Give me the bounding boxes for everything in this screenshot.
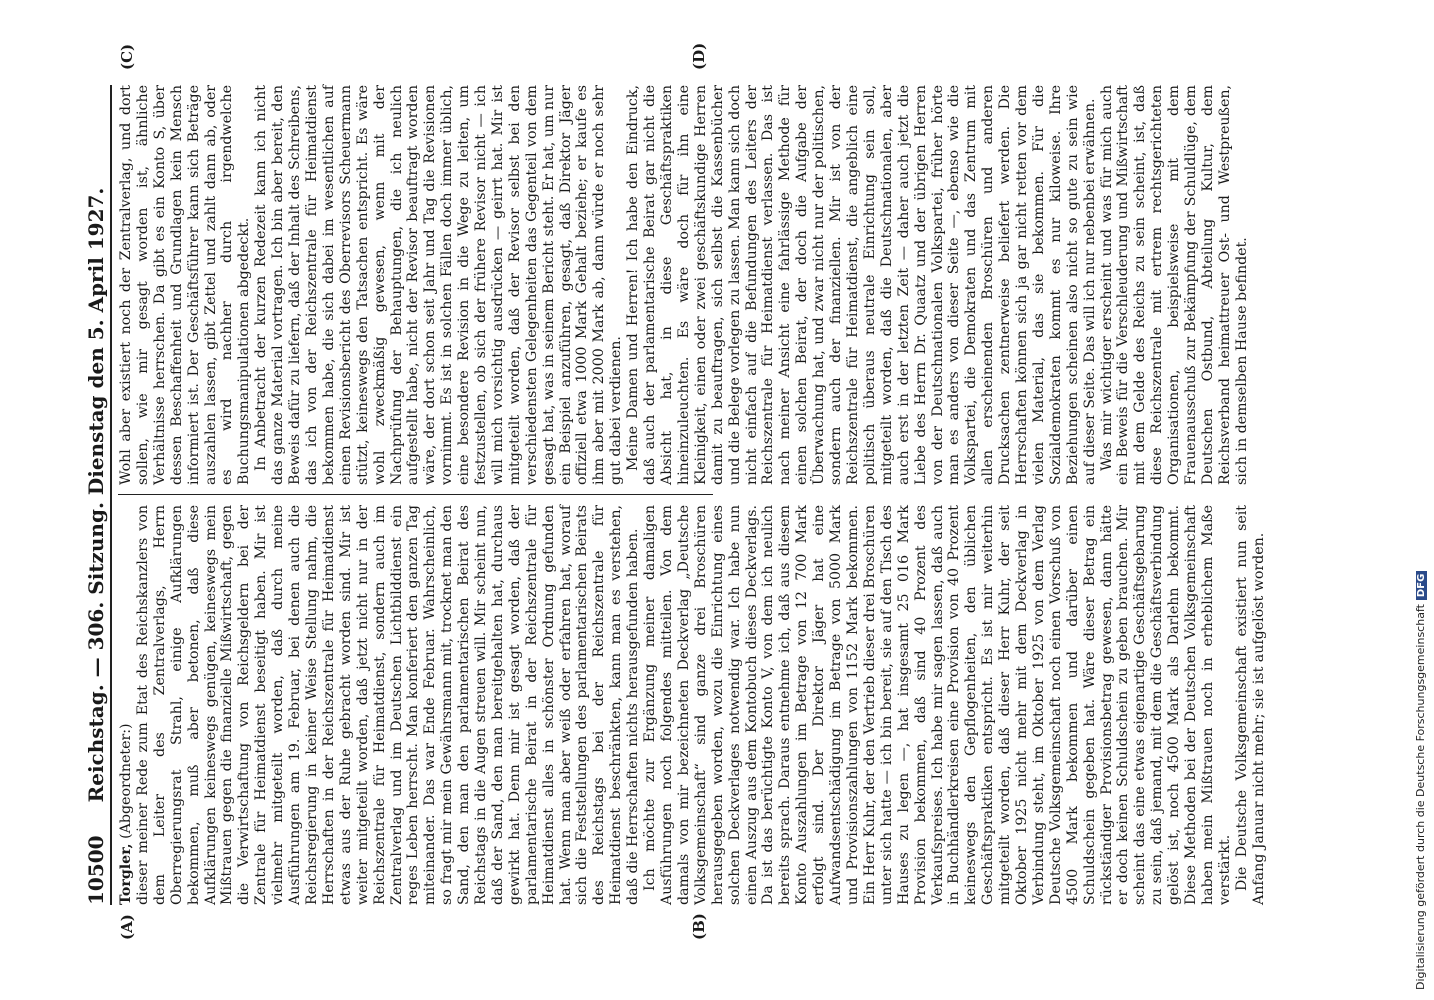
speaker-name: Torgler, <box>118 843 134 905</box>
paragraph: dieser meiner Rede zum Etat des Reichskanzlers von dem Leiter des Zentralverlags, Herrn Oberregierungsrat Strahl, einige Aufklärungen bekommen, muß aber betonen, daß diese Aufklärungen keineswegs genügen, keineswegs mein Mißtrauen gegen die finanzielle Mißwirtschaft, gegen die Verwirtschaftung von Reichsgeldern bei der Zentrale für Heimatdienst beseitigt haben. Mir ist vielmehr mitgeteilt worden, daß durch meine Ausführungen am 19. Februar, bei denen auch die Reichsregierung in keiner Weise Stellung nahm, die Herrschaften in der Reichszentrale für Heimatdienst etwas aus der Ruhe gebracht worden sind. Mir ist weiter mitgeteilt worden, daß jetzt nicht nur in der Reichszentrale für Heimatdienst, sondern auch im Zentralverlag und im Deutschen Lichtbilddienst ein reges Leben herrscht. Man konferiert den ganzen Tag miteinander. Das war Ende Februar. Wahrscheinlich, so fragt mir mein Gewährsmann mit, trocknet man den Sand, den man den parlamentarischen Beirat des Reichstags in die Augen streuen will. Mir scheint nun, daß der Sand, den man bereitgehalten hat, durchaus gewirkt hat. Denn mir ist gesagt worden, daß der parlamentarische Beirat in der Reichszentrale für Heimatdienst alles in schönster Ordnung gefunden hat. Wenn man aber weiß oder erfahren hat, worauf sich die Feststellungen des parlamentarischen Beirats des Reichstags bei der Reichszentrale für Heimatdienst beschränkten, kann man es verstehen, daß die Herrschaften nichts herausgefunden haben. <box>134 505 642 905</box>
margin-marker-b: (B) <box>690 913 708 940</box>
dfg-logo: DFG <box>1416 571 1427 600</box>
paragraph: Ich möchte zur Ergänzung meiner damaligen Ausführungen noch folgendes mitteilen. Von dem damals von mir bezeichneten Deckverlag „Deutsche Volksgemeinschaft“ sind ganze drei Broschüren herausgegeben worden, wozu die Einrichtung eines solchen Deckverlages notwendig war. Ich habe nun einen Auszug aus dem Kontobuch dieses Deckverlags. Da ist das berüchtigte Konto V, von dem ich neulich bereits sprach. Daraus entnehme ich, daß aus diesem Konto Auszahlungen im Betrage von 12 700 Mark erfolgt sind. Der Direktor Jäger hat eine Aufwandsentschädigung im Betrage von 5000 Mark und Provisionszahlungen von 1152 Mark bekommen. Ein Herr Kuhr, der den Vertrieb dieser drei Broschüren unter sich hatte — ich bin bereit, sie auf den Tisch des Hauses zu legen —, hat insgesamt 25 016 Mark Provision bekommen, daß sind 40 Prozent des Verkaufspreises. Ich habe mir sagen lassen, daß auch in Buchhändlerkreisen eine Provision von 40 Prozent keineswegs den Gepflogenheiten, den üblichen Geschäftspraktiken entspricht. Es ist mir weiterhin mitgeteilt worden, daß dieser Herr Kuhr, der seit Oktober 1925 nicht mehr mit dem Deckverlag in Verbindung steht, im Oktober 1925 von dem Verlag Deutsche Volksgemeinschaft noch einen Vorschuß von 4500 Mark bekommen und darüber einen Schuldschein gegeben hat. Wäre dieser Betrag ein rückständiger Provisionsbetrag gewesen, dann hätte er doch keinen Schuldschein zu geben brauchen. Mir scheint das eine etwas eigenartige Geschäftsgebarung zu sein, daß jemand, mit dem die Geschäftsverbindung gelöst ist, noch 4500 Mark als Darlehn bekommt. Diese Methoden bei der Deutschen Volksgemeinschaft haben mein Mißtrauen noch in erheblichem Maße verstärkt. <box>642 505 1233 905</box>
page-number: 10500 <box>84 835 108 905</box>
paragraph: Meine Damen und Herren! Ich habe den Eindruck, daß auch der parlamentarische Beirat gar nicht die Absicht hat, in diese Geschäftspraktiken hineinzuleuchten. Es wäre doch für ihn eine Kleinigkeit, einen oder zwei geschäftskundige Herren damit zu beauftragen, sich selbst die Kassenbücher und die Belege vorlegen zu lassen. Man kann sich doch nicht einfach auf die Befundungen des Leiters der Reichszentrale für Heimatdienst verlassen. Das ist nach meiner Ansicht eine fahrlässige Methode für einen solchen Beirat, der doch die Aufgabe der Überwachung hat, und zwar nicht nur der politischen, sondern auch der finanziellen. Mir ist von der Reichszentrale für Heimatdienst, die angeblich eine politisch überaus neutrale Einrichtung sein soll, mitgeteilt worden, daß die Deutschnationalen, aber auch erst in der letzten Zeit — daher auch jetzt die Liebe des Herrn Dr. Quaatz und der übrigen Herren von der Deutschnationalen Volkspartei, früher hörte man es anders von dieser Seite —, ebenso wie die Volkspartei, die Demokraten und das Zentrum mit allen erscheinenden Broschüren und anderen Drucksachen zentnerweise beliefert werden. Die Herrschaften können sich ja gar nicht retten vor dem vielen Material, das sie bekommen. Für die Sozialdemokraten kommt es nur kiloweise. Ihre Beziehungen scheinen also nicht so gute zu sein wie auf dieser Seite. Das will ich nur nebenbei erwähnen. <box>625 85 1098 485</box>
margin-marker-d: (D) <box>690 42 708 70</box>
page-title: Reichstag. — 306. Sitzung. Dienstag den 5. April 1927. <box>84 187 108 803</box>
speaker-role: Abgeordneter: <box>118 728 134 834</box>
paragraph: Wohl aber existiert noch der Zentralverlag, und dort sollen, wie mir gesagt worden ist, ähnliche Verhältnisse herrschen. Da gibt es ein Konto S, über dessen Beschaffenheit und Grundlagen kein Mensch informiert ist. Der Geschäftsführer kann sich Beträge auszahlen lassen, gibt Zettel und zahlt dann ab, oder es wird nachher durch irgendwelche Buchungsmanipulationen abgedeckt. <box>118 85 253 485</box>
header-rule <box>110 85 112 905</box>
digitization-credit <box>1414 571 1427 990</box>
margin-marker-c: (C) <box>118 43 136 70</box>
speaker-line: Torgler, (Abgeordneter:) <box>118 723 134 905</box>
column-rule <box>118 494 713 495</box>
paragraph: In Anbetracht der kurzen Redezeit kann ich nicht das ganze Material vortragen. Ich bin aber bereit, den Beweis dafür zu liefern, daß der Inhalt des Schreibens, das ich von der Reichszentrale für Heimatdienst bekommen habe, die sich dabei im wesentlichen auf einen Revisionsbericht des Oberrevisors Scheuermann stützt, keineswegs den Tatsachen entspricht. Es wäre wohl zweckmäßig gewesen, wenn mit der Nachprüfung der Behauptungen, die ich neulich aufgestellt habe, nicht der Revisor beauftragt worden wäre, der dort schon seit Jahr und Tag die Revisionen vornimmt. Es ist in solchen Fällen doch immer üblich, eine besondere Revision in die Wege zu leiten, um festzustellen, ob sich der frühere Revisor nicht — ich will mich vorsichtig ausdrücken — geirrt hat. Mir ist mitgeteilt worden, daß der Revisor selbst bei den verschiedensten Gelegenheiten das Gegenteil von dem gesagt hat, was in seinem Bericht steht. Er hat, um nur ein Beispiel anzuführen, gesagt, daß Direktor Jäger offiziell etwa 1000 Mark Gehalt beziehe; er kaufe es ihm aber mit 2000 Mark ab, dann würde er noch sehr gut dabei verdienen. <box>253 85 625 485</box>
paragraph: Die Deutsche Volksgemeinschaft existiert nun seit Anfang Januar nicht mehr; sie ist aufgelöst worden. <box>1233 505 1267 905</box>
credit-text: Digitalisierung gefördert durch die Deutsche Forschungsgemeinschaft <box>1414 604 1427 990</box>
right-column <box>118 85 1250 485</box>
paragraph: Was mir wichtiger erscheint und was für mich auch ein Beweis für die Verschleuderung und Mißwirtschaft mit dem Gelde des Reichs zu sein scheint, ist, daß diese Reichszentrale mit ertrem rechtsgerichteten Organisationen, beispielsweise mit dem Frauenausschuß zur Bekämpfung der Schuldlüge, dem Deutschen Ostbund, Abteilung Kultur, dem Reichsverband heimattreuer Ost- und Westpreußen, sich in demselben Hause befindet. <box>1098 85 1250 485</box>
margin-marker-a: (A) <box>118 914 136 940</box>
left-column <box>118 505 1267 905</box>
